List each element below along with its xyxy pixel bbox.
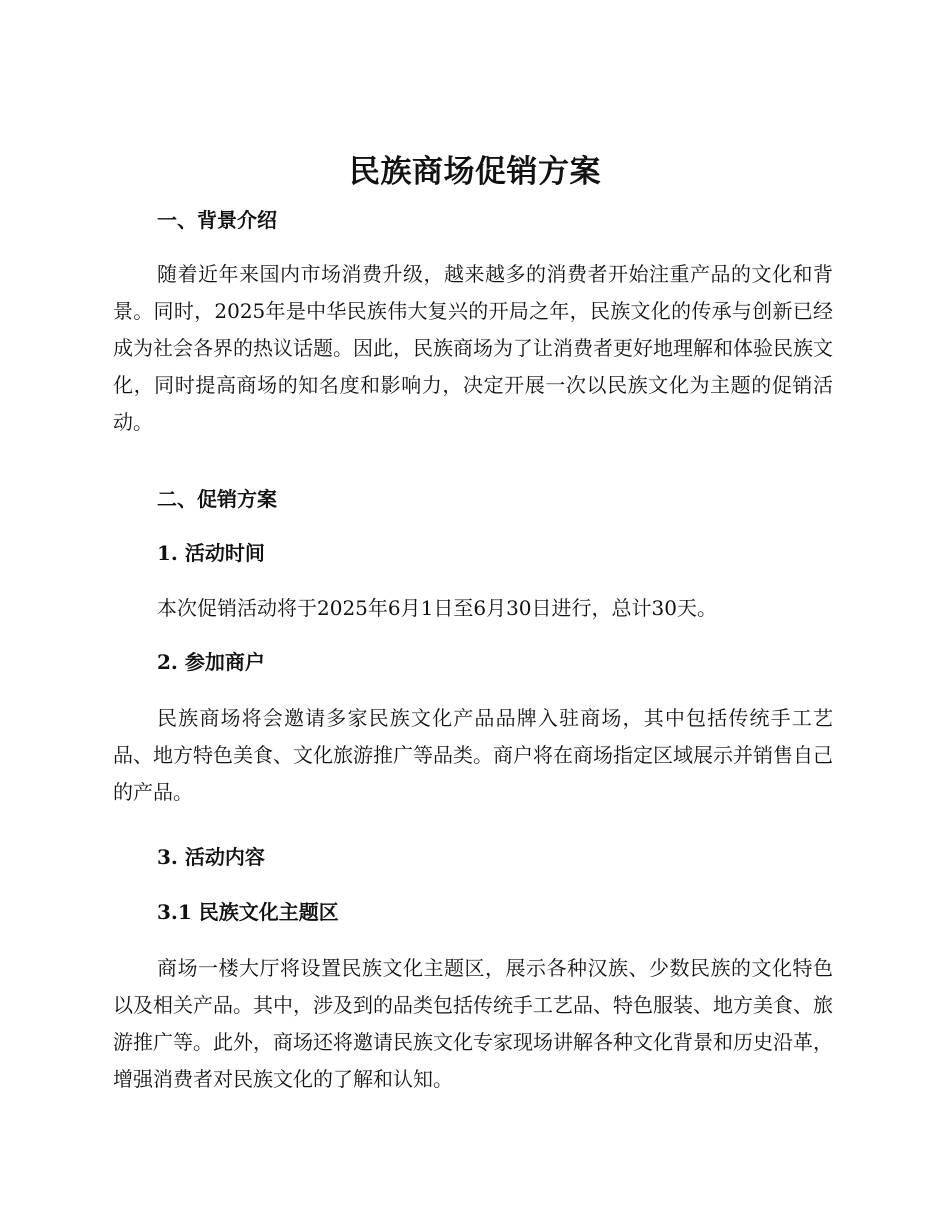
- section-heading-promotion-plan: 二、促销方案: [157, 487, 277, 511]
- merchants-paragraph: 民族商场将会邀请多家民族文化产品品牌入驻商场，其中包括传统手工艺品、地方特色美食、文化旅游推广等品类。商户将在商场指定区域展示并销售自己的产品。: [113, 706, 833, 804]
- subheading-participating-merchants: 2. 参加商户: [157, 650, 265, 674]
- event-time-paragraph: 本次促销活动将于2025年6月1日至6月30日进行，总计30天。: [157, 596, 717, 620]
- subheading-event-content: 3. 活动内容: [157, 845, 265, 869]
- document-title: 民族商场促销方案: [349, 154, 601, 190]
- section-heading-background: 一、背景介绍: [157, 208, 277, 232]
- subheading-ethnic-culture-zone: 3.1 民族文化主题区: [157, 900, 339, 924]
- subheading-event-time: 1. 活动时间: [157, 541, 265, 565]
- background-paragraph: 随着近年来国内市场消费升级，越来越多的消费者开始注重产品的文化和背景。同时，2025年是中华民族伟大复兴的开局之年，民族文化的传承与创新已经成为社会各界的热议话题。因此，民族商场为了让消费者更好地理解和体验民族文化，同时提高商场的知名度和影响力，决定开展一次以民族文化为主题的促销活动。: [113, 262, 833, 434]
- culture-zone-paragraph: 商场一楼大厅将设置民族文化主题区，展示各种汉族、少数民族的文化特色以及相关产品。其中，涉及到的品类包括传统手工艺品、特色服装、地方美食、旅游推广等。此外，商场还将邀请民族文化专家现场讲解各种文化背景和历史沿革，增强消费者对民族文化的了解和认知。: [113, 956, 833, 1091]
